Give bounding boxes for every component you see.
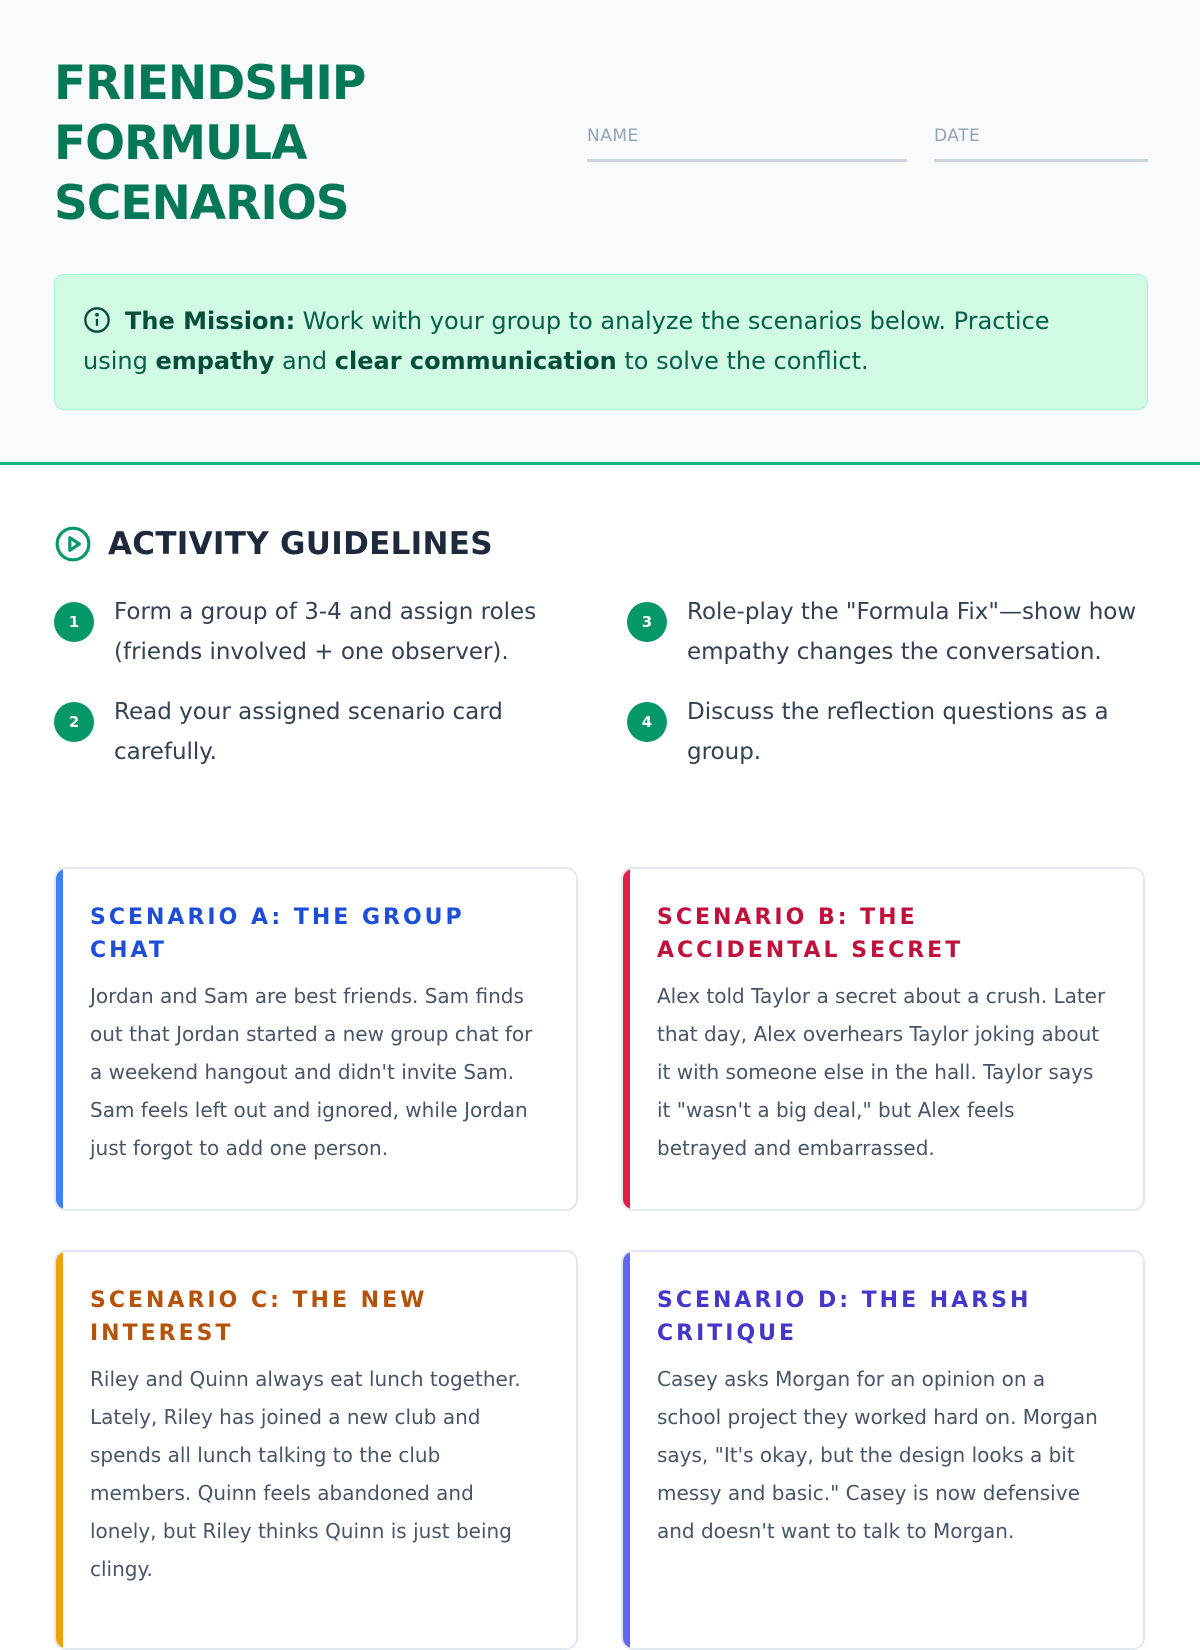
- worksheet-header: [0, 0, 1200, 465]
- guidelines-title: ACTIVITY GUIDELINES: [108, 526, 493, 562]
- steps-column-right: [627, 592, 1147, 792]
- step-text: Role-play the "Formula Fix"—show how empathy changes the conversation.: [687, 599, 1137, 665]
- name-field[interactable]: [587, 126, 907, 162]
- step-item: [627, 592, 1147, 672]
- card-accent-bar: [56, 1252, 63, 1648]
- step-number-badge: 1: [54, 602, 94, 642]
- mission-text-1: Work with your group to analyze the scenarios below. Practice using: [83, 307, 1050, 375]
- scenario-card-b: [621, 867, 1145, 1211]
- scenario-text: Jordan and Sam are best friends. Sam finds out that Jordan started a new group chat for a weekend hangout and didn't invite Sam. Sam feels left out and ignored, while Jordan just forgot to add one person.: [90, 984, 533, 1160]
- scenario-title: SCENARIO B: THE ACCIDENTAL SECRET: [657, 905, 964, 963]
- card-accent-bar: [623, 1252, 630, 1648]
- card-accent-bar: [56, 869, 63, 1209]
- step-number-badge: 2: [54, 702, 94, 742]
- scenario-title: SCENARIO D: THE HARSH CRITIQUE: [657, 1288, 1032, 1346]
- title-line-2: FORMULA: [54, 116, 307, 171]
- step-number-badge: 4: [627, 702, 667, 742]
- scenario-text: Alex told Taylor a secret about a crush. Later that day, Alex overhears Taylor joking about it with someone else in the hall. Taylor says it "wasn't a big deal," but Alex feels betrayed and embarrassed.: [657, 984, 1106, 1160]
- title-line-1: FRIENDSHIP: [54, 56, 366, 111]
- step-item: [54, 692, 574, 772]
- scenario-card-c: [54, 1250, 578, 1650]
- scenario-text: Casey asks Morgan for an opinion on a school project they worked hard on. Morgan says, "It's okay, but the design looks a bit messy and basic." Casey is now defensive and doesn't want to talk to Morgan.: [657, 1367, 1098, 1543]
- step-number-badge: 3: [627, 602, 667, 642]
- name-label: NAME: [587, 126, 639, 146]
- info-icon: [83, 306, 111, 334]
- step-item: [627, 692, 1147, 772]
- steps-column-left: [54, 592, 574, 792]
- scenario-card-a: [54, 867, 578, 1211]
- mission-bold-communication: clear communication: [334, 347, 617, 375]
- guidelines-heading: [54, 520, 493, 568]
- scenario-text: Riley and Quinn always eat lunch together. Lately, Riley has joined a new club and spends all lunch talking to the club members. Quinn feels abandoned and lonely, but Riley thinks Quinn is just being clingy.: [90, 1367, 521, 1581]
- page-title: [54, 54, 474, 234]
- date-label: DATE: [934, 126, 981, 146]
- mission-callout: [54, 274, 1148, 410]
- mission-text-2: and: [274, 347, 335, 375]
- step-text: Read your assigned scenario card carefully.: [114, 699, 503, 765]
- play-circle-icon: [54, 525, 92, 563]
- step-text: Discuss the reflection questions as a group.: [687, 699, 1109, 765]
- step-text: Form a group of 3-4 and assign roles (friends involved + one observer).: [114, 599, 537, 665]
- step-item: [54, 592, 574, 672]
- title-line-3: SCENARIOS: [54, 176, 349, 231]
- scenario-title: SCENARIO A: THE GROUP CHAT: [90, 905, 465, 963]
- mission-lead: The Mission:: [125, 307, 296, 335]
- card-accent-bar: [623, 869, 630, 1209]
- mission-bold-empathy: empathy: [155, 347, 275, 375]
- date-field[interactable]: [934, 126, 1148, 162]
- scenario-title: SCENARIO C: THE NEW INTEREST: [90, 1288, 428, 1346]
- scenario-card-d: [621, 1250, 1145, 1650]
- mission-text-3: to solve the conflict.: [616, 347, 869, 375]
